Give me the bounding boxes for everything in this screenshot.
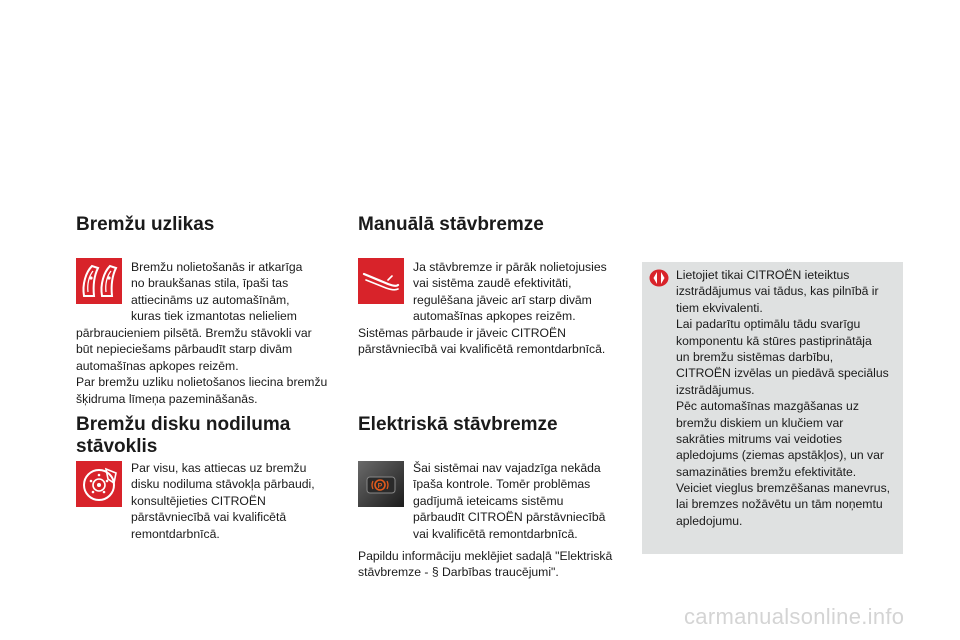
text-line: konsultējieties CITROËN [131, 493, 266, 508]
parking-brake-lever-icon [358, 258, 404, 304]
text-line: Bremžu nolietošanās ir atkarīga [131, 260, 303, 274]
warning-note-text [676, 267, 890, 529]
text-line: apledojumu. [676, 513, 743, 528]
text-line: tiem ekvivalenti. [676, 300, 763, 315]
text-line: Par bremžu uzliku nolietošanos liecina bremžu [76, 375, 328, 390]
text-line: īpaša kontrole. Tomēr problēmas [413, 477, 591, 492]
text-line: automašīnas apkopes reizēm. [76, 358, 239, 373]
heading-brake-discs [76, 414, 290, 458]
warning-icon [649, 269, 669, 287]
text-line: Pēc automašīnas mazgāšanas uz [676, 399, 859, 414]
text-line: pārbraucieniem pilsētā. Bremžu stāvokli var [76, 326, 312, 340]
electric-parking-brake-switch-icon [358, 461, 404, 507]
brake-pads-icon [76, 258, 122, 304]
text-line: pārstāvniecībā vai kvalificētā [131, 510, 287, 525]
heading-brake-pads: Bremžu uzlikas [76, 214, 215, 235]
warning-note-box [642, 262, 903, 554]
brake-pads-text [76, 325, 327, 407]
text-line: komponentu kā stūres pastiprinātāja [676, 333, 872, 348]
text-line: izstrādājumus vai tādus, kas pilnībā ir [676, 284, 879, 299]
text-line: stāvbremze - § Darbības traucējumi". [358, 565, 559, 580]
heading-brake-discs-line1: Bremžu disku nodiluma [76, 414, 291, 435]
text-line: Par visu, kas attiecas uz bremžu [131, 461, 307, 475]
text-line: samazināties bremžu efektivitāte. [676, 464, 857, 479]
text-line: bremžu diskiem un klučiem var [676, 415, 844, 430]
text-line: CITROËN izvēlas un piedāvā speciālus [676, 366, 889, 381]
text-line: Ja stāvbremze ir pārāk nolietojusies [413, 260, 607, 274]
brake-pads-text-indented [131, 259, 302, 325]
text-line: remontdarbnīcā. [131, 526, 220, 541]
text-line: lai bremzes nožāvētu un tām noņemtu [676, 497, 883, 512]
brake-discs-text [131, 460, 315, 542]
text-line: Veiciet vieglus bremzēšanas manevrus, [676, 481, 891, 496]
text-line: Papildu informāciju meklējiet sadaļā "Elektriskā [358, 549, 613, 563]
text-line: Šai sistēmai nav vajadzīga nekāda [413, 461, 601, 475]
brake-disc-icon [76, 461, 122, 507]
text-line: pārstāvniecībā vai kvalificētā remontdarbnīcā. [358, 342, 606, 357]
text-line: kuras tiek izmantotas nelieliem [131, 309, 297, 324]
electric-parking-text [413, 460, 605, 542]
text-line: Lietojiet tikai CITROËN ieteiktus [676, 268, 850, 282]
text-line: būt nepieciešams pārbaudīt starp divām [76, 342, 293, 357]
text-line: attiecināms uz automašīnām, [131, 292, 290, 307]
text-line: Lai padarītu optimālu tādu svarīgu [676, 317, 861, 332]
heading-manual-parking-brake: Manuālā stāvbremze [358, 214, 544, 235]
text-line: Sistēmas pārbaude ir jāveic CITROËN [358, 326, 566, 340]
text-line: automašīnas apkopes reizēm. [413, 309, 576, 324]
electric-parking-more-info [358, 548, 612, 581]
watermark: carmanualsonline.info [684, 604, 905, 629]
text-line: gadījumā ieteicams sistēmu [413, 493, 564, 508]
text-line: vai sistēma zaudē efektivitāti, [413, 276, 572, 291]
heading-electric-parking-brake: Elektriskā stāvbremze [358, 414, 558, 435]
text-line: izstrādājumus. [676, 382, 755, 397]
manual-parking-text-indented [413, 259, 607, 325]
text-line: sakrāties mitrums vai veidoties [676, 431, 842, 446]
svg-text:P: P [377, 483, 383, 490]
text-line: pārbaudīt CITROËN pārstāvniecībā [413, 510, 606, 525]
text-line: vai kvalificētā remontdarbnīcā. [413, 526, 578, 541]
text-line: apledojums (ziemas apstākļos), un var [676, 448, 884, 463]
text-line: disku nodiluma stāvokļa pārbaudi, [131, 477, 315, 492]
text-line: šķidruma līmeņa pazemināšanās. [76, 391, 258, 406]
manual-parking-text [358, 325, 605, 358]
text-line: regulēšana jāveic arī starp divām [413, 292, 592, 307]
heading-brake-discs-line2: stāvoklis [76, 436, 158, 457]
text-line: no braukšanas stila, īpaši tas [131, 276, 289, 291]
text-line: un bremžu sistēmas darbību, [676, 349, 834, 364]
